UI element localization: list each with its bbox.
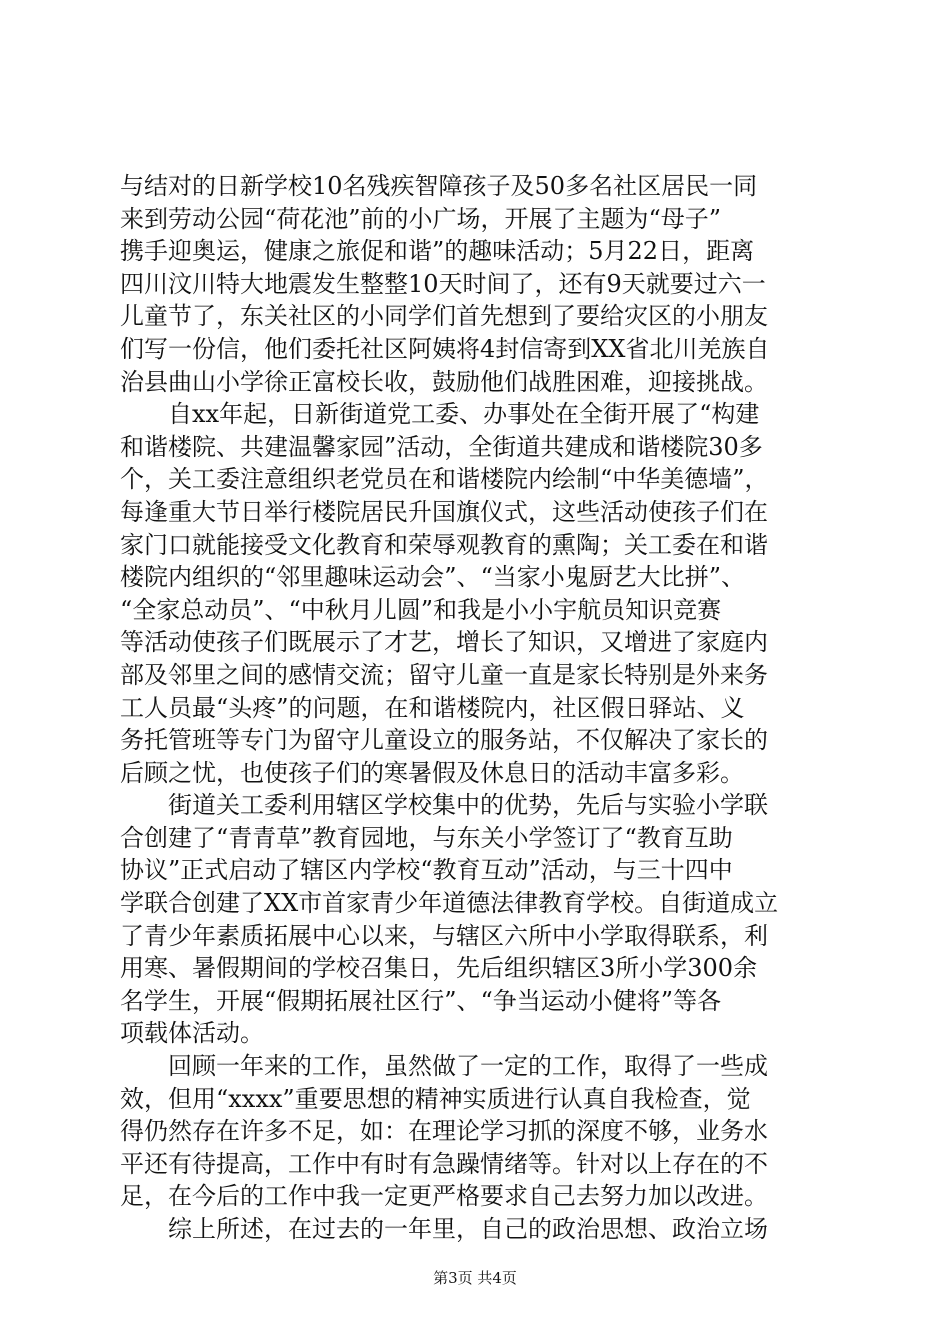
text-line: 足，在今后的工作中我一定更严格要求自己去努力加以改进。 xyxy=(120,1182,768,1211)
text-line: 得仍然存在许多不足，如：在理论学习抓的深度不够，业务水 xyxy=(120,1117,768,1146)
text-line: 四川汶川特大地震发生整整10天时间了，还有9天就要过六一 xyxy=(120,269,766,298)
text-line: 回顾一年来的工作，虽然做了一定的工作，取得了一些成 xyxy=(120,1052,768,1081)
text-line: 综上所述，在过去的一年里，自己的政治思想、政治立场 xyxy=(120,1215,768,1243)
text-line: 务托管班等专门为留守儿童设立的服务站，不仅解决了家长的 xyxy=(120,726,768,755)
text-line: 治县曲山小学徐正富校长收，鼓励他们战胜困难，迎接挑战。 xyxy=(120,367,768,396)
page-footer: 第3页 共4页 xyxy=(433,1269,517,1287)
text-line: 用寒、暑假期间的学校召集日，先后组织辖区3所小学300余 xyxy=(120,954,758,983)
text-line: 每逢重大节日举行楼院居民升国旗仪式，这些活动使孩子们在 xyxy=(120,497,768,526)
text-line: “全家总动员”、“中秋月儿圆”和我是小小宇航员知识竞赛 xyxy=(120,595,722,624)
text-line: 家门口就能接受文化教育和荣辱观教育的熏陶；关工委在和谐 xyxy=(120,530,768,559)
text-line: 工人员最“头疼”的问题，在和谐楼院内，社区假日驿站、义 xyxy=(120,693,745,722)
text-line: 携手迎奥运，健康之旅促和谐”的趣味活动；5月22日，距离 xyxy=(120,237,755,266)
text-line: 名学生，开展“假期拓展社区行”、“争当运动小健将”等各 xyxy=(120,986,722,1015)
text-line: 效，但用“xxxx”重要思想的精神实质进行认真自我检查，觉 xyxy=(120,1084,751,1113)
text-line: 协议”正式启动了辖区内学校“教育互动”活动，与三十四中 xyxy=(120,856,733,885)
text-line: 后顾之忧，也使孩子们的寒暑假及休息日的活动丰富多彩。 xyxy=(120,758,744,787)
text-line: 们写一份信，他们委托社区阿姨将4封信寄到XX省北川羌族自 xyxy=(120,334,770,363)
text-line: 个，关工委注意组织老党员在和谐楼院内绘制“中华美德墙”， xyxy=(120,465,769,494)
text-line: 合创建了“青青草”教育园地，与东关小学签订了“教育互助 xyxy=(120,823,733,852)
text-line: 来到劳动公园“荷花池”前的小广场，开展了主题为“母子” xyxy=(120,204,722,233)
text-line: 部及邻里之间的感情交流；留守儿童一直是家长特别是外来务 xyxy=(120,660,768,689)
text-line: 学联合创建了XX市首家青少年道德法律教育学校。自街道成立 xyxy=(120,889,779,918)
text-line: 与结对的日新学校10名残疾智障孩子及50多名社区居民一同 xyxy=(120,172,758,200)
text-line: 项载体活动。 xyxy=(120,1019,264,1048)
text-line: 自xx年起，日新街道党工委、办事处在全街开展了“构建 xyxy=(120,400,760,429)
document-body xyxy=(120,170,832,1246)
text-line: 街道关工委利用辖区学校集中的优势，先后与实验小学联 xyxy=(120,791,768,820)
text-line: 儿童节了，东关社区的小同学们首先想到了要给灾区的小朋友 xyxy=(120,302,768,331)
text-line: 平还有待提高，工作中有时有急躁情绪等。针对以上存在的不 xyxy=(120,1149,768,1178)
text-line: 和谐楼院、共建温馨家园”活动，全街道共建成和谐楼院30多 xyxy=(120,432,763,461)
text-line: 等活动使孩子们既展示了才艺，增长了知识，又增进了家庭内 xyxy=(120,628,768,657)
text-line: 了青少年素质拓展中心以来，与辖区六所中小学取得联系，利 xyxy=(120,921,768,950)
text-line: 楼院内组织的“邻里趣味运动会”、“当家小鬼厨艺大比拼”、 xyxy=(120,563,746,592)
